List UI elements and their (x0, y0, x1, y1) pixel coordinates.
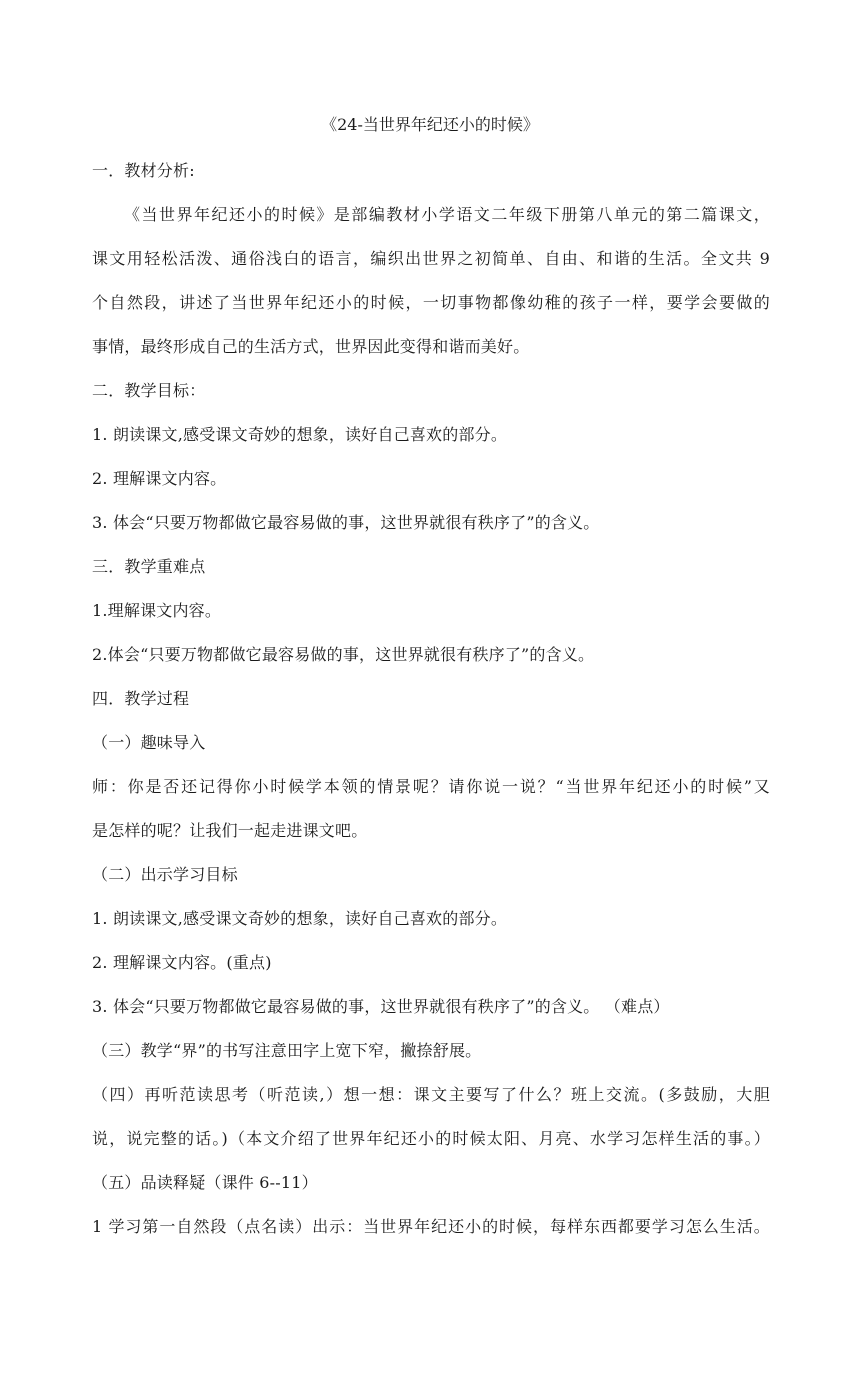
list-item: 1. 朗读课文,感受课文奇妙的想象，读好自己喜欢的部分。 (92, 909, 508, 928)
subsection-heading: （二）出示学习目标 (92, 865, 238, 884)
paragraph-line: 师：你是否还记得你小时候学本领的情景呢？请你说一说？“当世界年纪还小的时候”又 (92, 777, 770, 796)
paragraph-line: 个自然段，讲述了当世界年纪还小的时候，一切事物都像幼稚的孩子一样，要学会要做的 (92, 293, 770, 312)
section-heading-analysis: 一．教材分析: (92, 161, 195, 180)
list-item: 2. 理解课文内容。(重点) (92, 953, 272, 972)
section-heading-key-points: 三．教学重难点 (92, 557, 206, 576)
paragraph-line: 事情，最终形成自己的生活方式，世界因此变得和谐而美好。 (92, 337, 530, 356)
list-item: 2.体会“只要万物都做它最容易做的事，这世界就很有秩序了”的含义。 (92, 645, 595, 664)
subsection-heading: （一）趣味导入 (92, 733, 206, 752)
paragraph-line: 1 学习第一自然段（点名读）出示：当世界年纪还小的时候，每样东西都要学习怎么生活。 (92, 1217, 770, 1236)
list-item: 1. 朗读课文,感受课文奇妙的想象，读好自己喜欢的部分。 (92, 425, 508, 444)
paragraph-line: 《当世界年纪还小的时候》是部编教材小学语文二年级下册第八单元的第二篇课文， (124, 205, 770, 224)
list-item: 2. 理解课文内容。 (92, 469, 227, 488)
list-item: 3. 体会“只要万物都做它最容易做的事，这世界就很有秩序了”的含义。 （难点） (92, 997, 670, 1016)
paragraph-line: 课文用轻松活泼、通俗浅白的语言，编织出世界之初简单、自由、和谐的生活。全文共 9 (92, 249, 770, 268)
subsection-heading: （三）教学“界”的书写注意田字上宽下窄，撇捺舒展。 (92, 1041, 482, 1060)
section-heading-process: 四．教学过程 (92, 689, 190, 708)
paragraph-line: 说，说完整的话。)（本文介绍了世界年纪还小的时候太阳、月亮、水学习怎样生活的事。） (92, 1129, 770, 1148)
subsection-heading: （五）品读释疑（课件 6--11） (92, 1173, 318, 1192)
paragraph-line: 是怎样的呢？让我们一起走进课文吧。 (92, 821, 368, 840)
list-item: 1.理解课文内容。 (92, 601, 222, 620)
section-heading-goals: 二．教学目标： (92, 381, 206, 400)
list-item: 3. 体会“只要万物都做它最容易做的事，这世界就很有秩序了”的含义。 (92, 513, 600, 532)
paragraph-line: （四）再听范读思考（听范读,）想一想：课文主要写了什么？班上交流。(多鼓励，大胆 (92, 1085, 770, 1104)
document-title: 《24-当世界年纪还小的时候》 (321, 115, 539, 134)
